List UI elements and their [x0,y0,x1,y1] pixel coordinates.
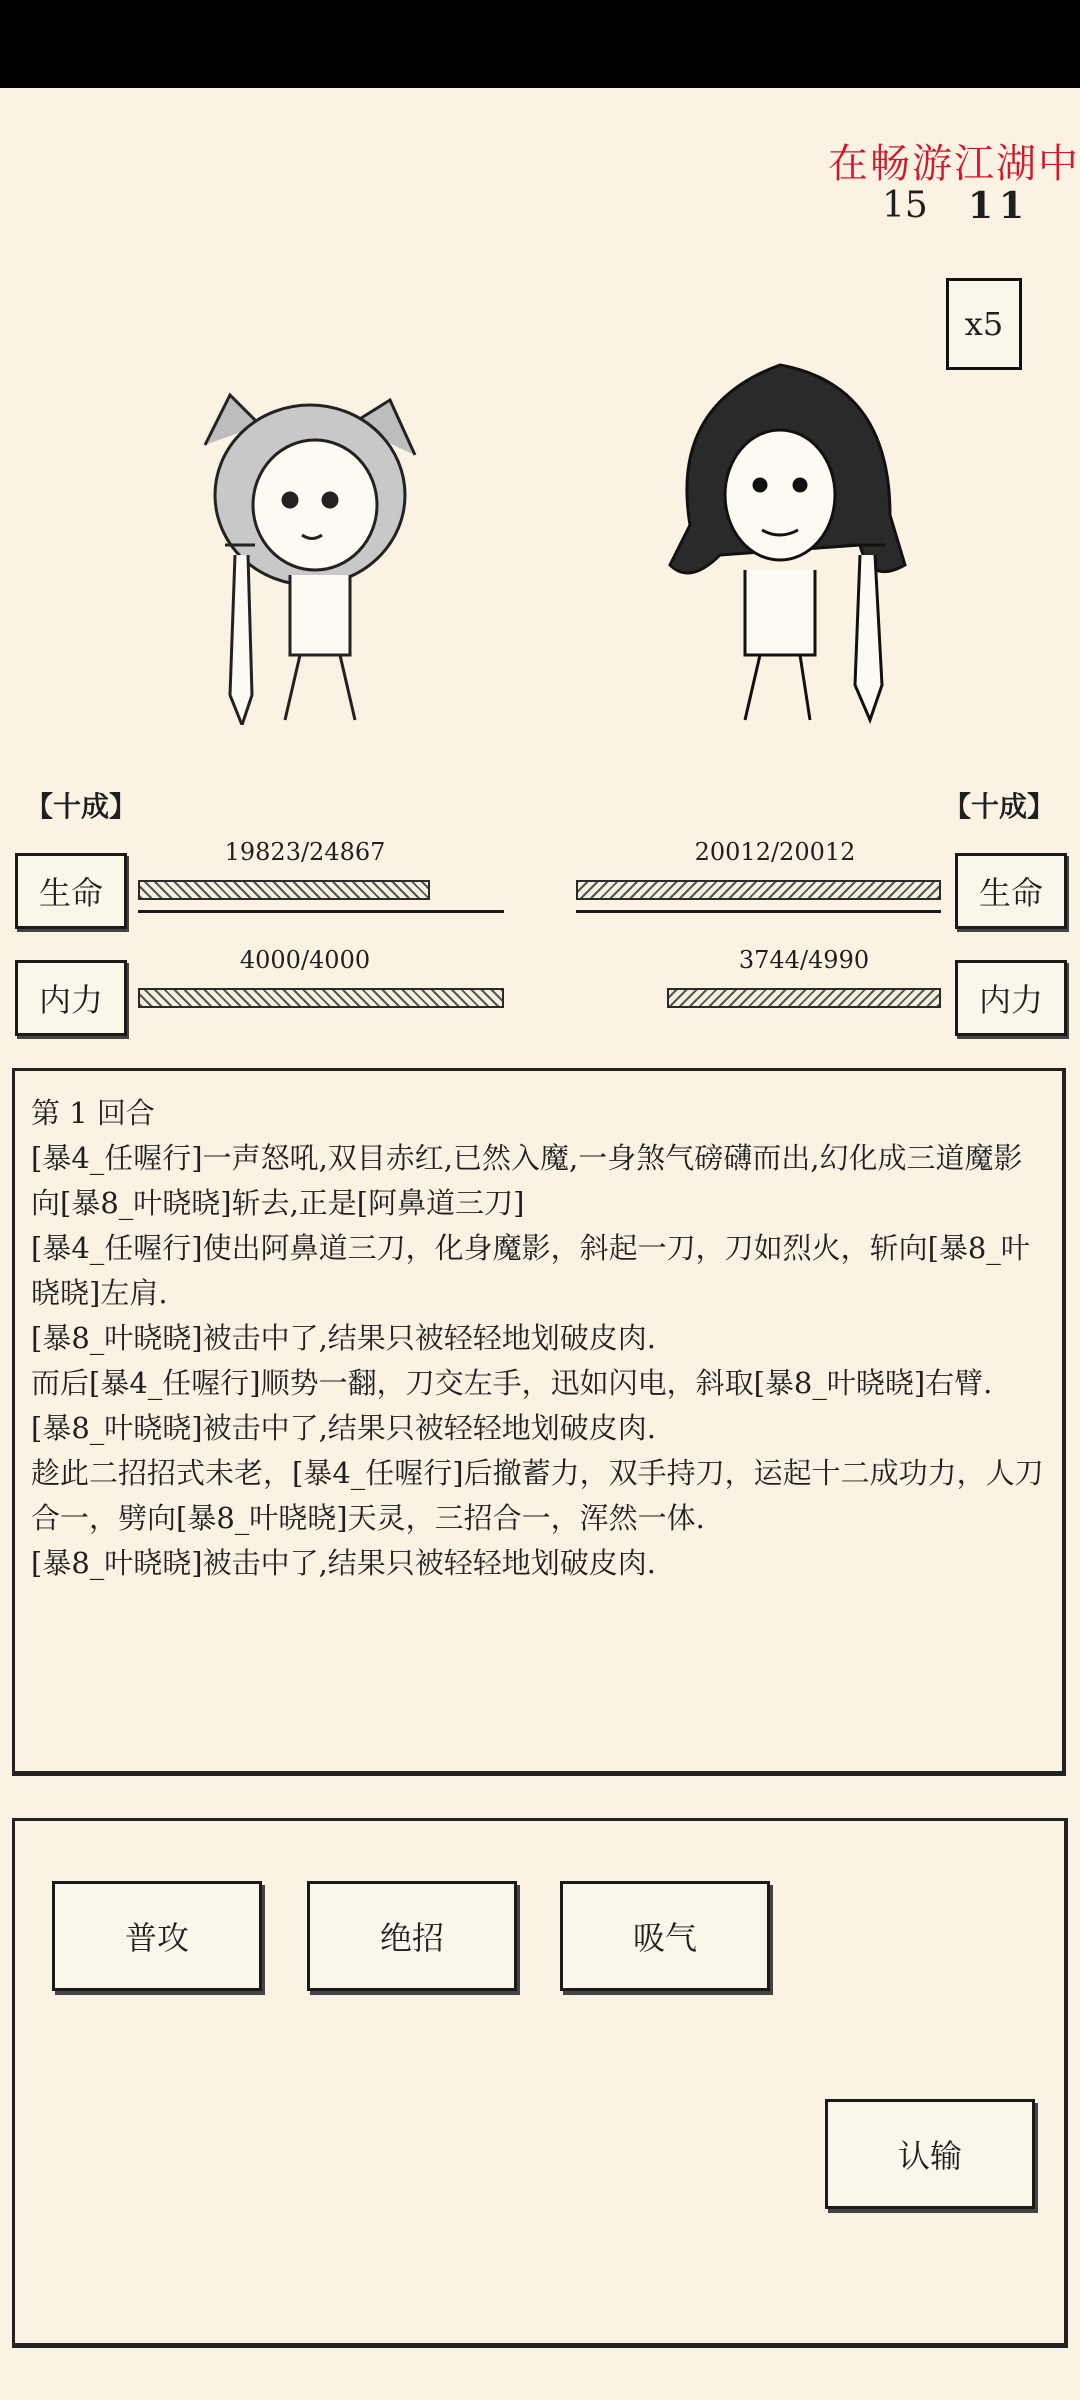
player-hp-fill [138,880,430,900]
player-mp-bar [138,988,504,1008]
enemy-mp-value: 3744/4990 [738,946,870,974]
log-line: [暴8_叶晓晓]被击中了,结果只被轻轻地划破皮肉. [31,1321,657,1355]
absorb-button[interactable]: 吸气 [560,1881,770,1991]
player-hp-value: 19823/24867 [224,838,386,866]
log-line: [暴8_叶晓晓]被击中了,结果只被轻轻地划破皮肉. [31,1411,657,1445]
player-hp-bar [138,880,504,900]
enemy-mp-bar [576,988,941,1008]
enemy-level: 【十成】 [942,790,1055,823]
log-line: [暴8_叶晓晓]被击中了,结果只被轻轻地划破皮肉. [31,1546,657,1580]
player-mp-fill [138,988,504,1008]
speed-button[interactable]: x5 [946,278,1022,370]
game-status-text: 在畅游江湖中 [828,141,1080,187]
enemy-hp-bar [576,880,941,900]
player-hp-baseline [138,910,504,913]
log-line: 第 1 回合 [31,1096,155,1130]
enemy-hp-baseline [576,910,941,913]
log-line: 趁此二招招式未老，[暴4_任喔行]后撤蓄力，双手持刀，运起十二成功力，人刀合一，劈向[暴8_叶晓晓]天灵，三招合一，浑然一体. [31,1456,1044,1535]
surrender-button[interactable]: 认输 [825,2099,1035,2209]
log-line: [暴4_任喔行]一声怒吼,双目赤红,已然入魔,一身煞气磅礴而出,幻化成三道魔影向[暴8_叶晓晓]斩去,正是[阿鼻道三刀] [31,1141,1023,1220]
round-timer: 15 [882,185,928,226]
attack-button[interactable]: 普攻 [52,1881,262,1991]
enemy-hp-value: 20012/20012 [694,838,856,866]
player-hp-label: 生命 [15,853,127,929]
battle-log-panel[interactable] [12,1068,1066,1776]
enemy-character [660,345,910,725]
turn-timer: 11 [968,185,1031,227]
log-line: 而后[暴4_任喔行]顺势一翻，刀交左手，迅如闪电，斜取[暴8_叶晓晓]右臂. [31,1366,993,1400]
enemy-hp-label: 生命 [955,853,1067,929]
ultimate-button[interactable]: 绝招 [307,1881,517,1991]
enemy-mp-fill [667,988,941,1008]
system-status-bar [0,0,1080,88]
enemy-hp-fill [576,880,941,900]
enemy-mp-label: 内力 [955,960,1067,1036]
player-level: 【十成】 [25,790,138,823]
player-character [190,375,440,725]
player-mp-value: 4000/4000 [239,946,371,974]
player-mp-label: 内力 [15,960,127,1036]
action-panel [12,1818,1068,2348]
log-line: [暴4_任喔行]使出阿鼻道三刀，化身魔影，斜起一刀，刀如烈火，斩向[暴8_叶晓晓]左肩. [31,1231,1030,1310]
